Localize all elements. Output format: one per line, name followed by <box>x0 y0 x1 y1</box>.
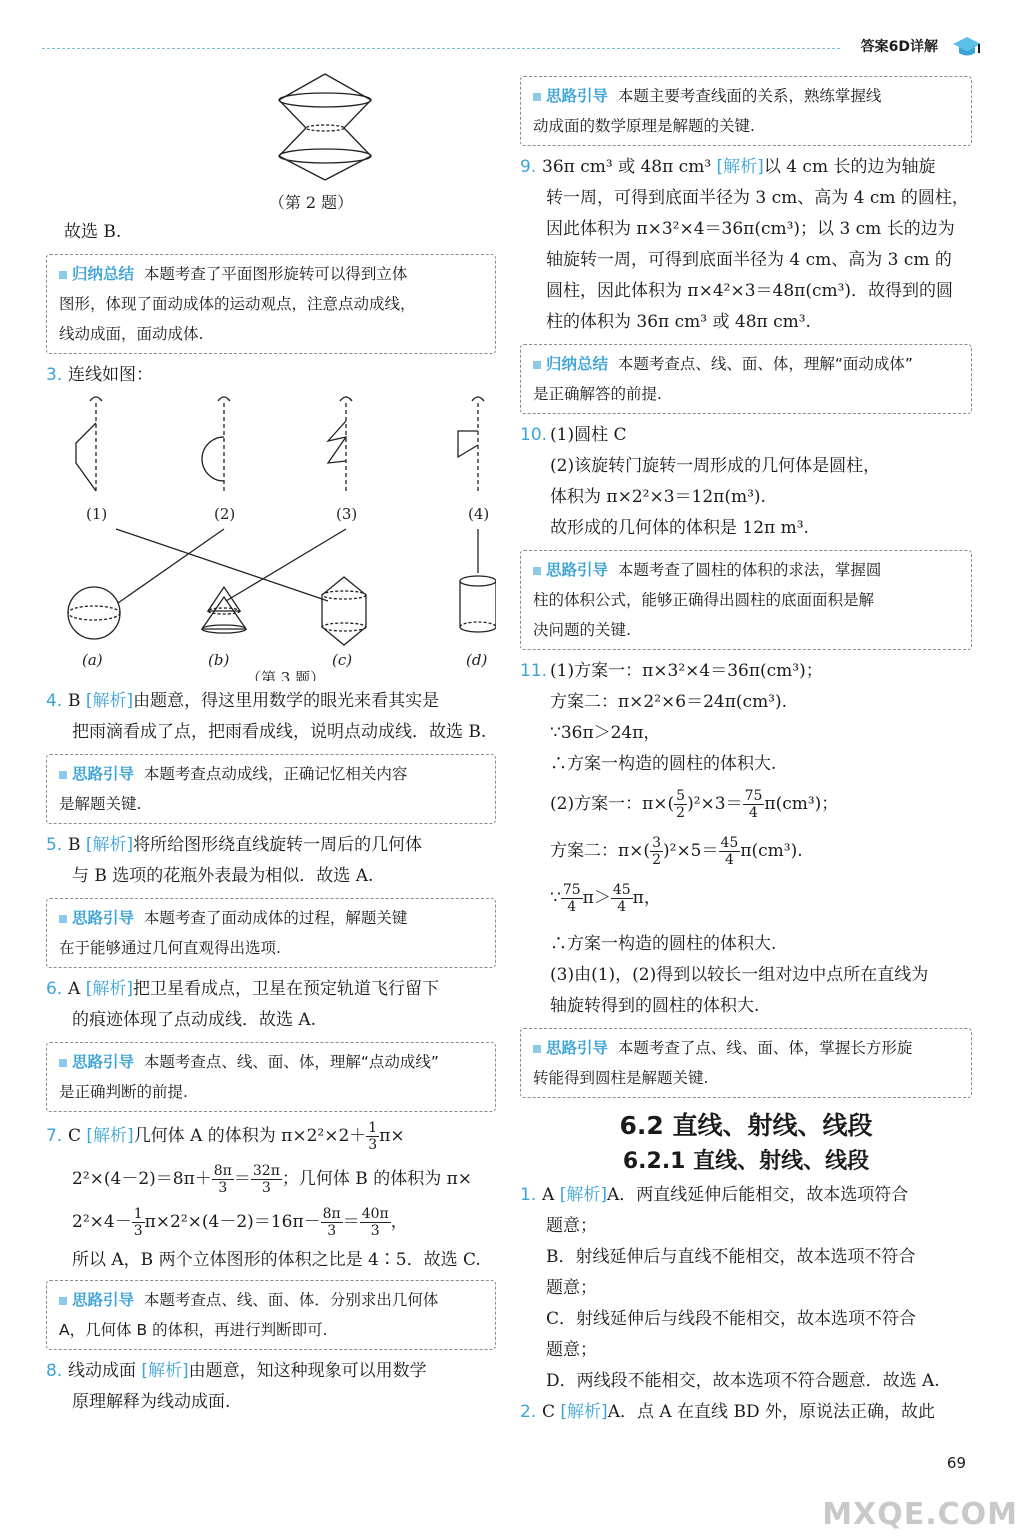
answer-choice: 36π cm³ 或 48π cm³ <box>542 157 717 177</box>
question-text: A．点 A 在直线 BD 外，原说法正确，故此 <box>607 1402 935 1422</box>
fraction-num: 40π <box>361 1206 389 1222</box>
question-10 <box>520 420 972 451</box>
question-text: 原理解释为线动成面. <box>72 1392 231 1412</box>
box-text: 本题考查点、线、面、体．分别求出几何体 <box>143 1291 439 1309</box>
question-text: 由题意，得这里用数学的眼光来看其实是 <box>133 691 440 711</box>
fraction-den: 2 <box>676 805 686 821</box>
bullet-icon <box>533 567 541 575</box>
bullet-icon <box>533 361 541 369</box>
box-text: 本题主要考查线面的关系，熟练掌握线 <box>617 87 882 105</box>
fraction-num: 45 <box>720 835 739 851</box>
question-number: 1. <box>520 1185 537 1205</box>
question-text: 圆柱，因此体积为 π×4²×3＝48π(cm³)．故得到的圆 <box>546 281 954 301</box>
question-text: 题意； <box>546 1216 597 1236</box>
bullet-icon <box>533 1045 541 1053</box>
summary-box <box>46 254 496 354</box>
fraction-den: 4 <box>617 899 627 915</box>
figure-label: (d) <box>466 651 488 669</box>
fraction-den: 3 <box>327 1223 337 1239</box>
question-text: 以 4 cm 长的边为轴旋 <box>763 157 936 177</box>
header-title: 答案6D详解 <box>860 39 938 55</box>
answer-choice: C <box>542 1402 561 1422</box>
figure-label: (2) <box>214 505 236 523</box>
question-text: 体积为 π×2²×3＝12π(m³). <box>550 487 766 507</box>
fraction-den: 4 <box>567 899 577 915</box>
fraction-num: 8π <box>213 1163 232 1179</box>
fraction-den: 2 <box>652 852 661 868</box>
question-text: 因此体积为 π×3²×4＝36π(cm³)；以 3 cm 长的边为 <box>546 219 955 239</box>
page-header <box>42 36 990 58</box>
hint-box <box>46 754 496 824</box>
question-9 <box>520 152 972 183</box>
answer-choice: B <box>68 835 86 855</box>
math-text: π(cm³). <box>740 841 803 861</box>
question-6 <box>46 974 496 1005</box>
analysis-tag: [解析] <box>141 1361 189 1381</box>
math-text: 2²×(4－2)＝8π＋ <box>72 1169 212 1189</box>
math-text: ∴方案一构造的圆柱的体积大. <box>550 934 777 954</box>
question-text: 的痕迹体现了点动成线．故选 A. <box>72 1010 317 1030</box>
math-text: ， <box>390 1212 408 1232</box>
math-text: π＞ <box>582 888 611 908</box>
fraction-num: 75 <box>744 788 763 804</box>
math-text: 方案二：π× <box>550 841 644 861</box>
question-text: 连线如图： <box>68 365 153 385</box>
box-text: 本题考查了点、线、面、体，掌握长方形旋 <box>617 1039 913 1057</box>
question-8 <box>46 1356 496 1387</box>
question-text: B．射线延伸后与直线不能相交，故本选项不符合 <box>546 1247 916 1267</box>
question-text: 故形成的几何体的体积是 12π m³. <box>550 518 809 538</box>
bullet-icon <box>59 771 67 779</box>
problem-1 <box>520 1180 972 1211</box>
hint-box <box>520 76 972 146</box>
question-number: 11. <box>520 661 548 681</box>
question-text: 由题意，知这种现象可以用数学 <box>188 1361 427 1381</box>
question-7 <box>46 1120 496 1274</box>
page-number: 69 <box>946 1454 966 1472</box>
question-number: 7. <box>46 1126 63 1146</box>
box-text: 本题考查了面动成体的过程，解题关键 <box>143 909 408 927</box>
figure-2-caption: （第 2 题） <box>268 193 354 212</box>
box-text: 决问题的关键. <box>533 621 631 639</box>
figure-label: (1) <box>86 505 108 523</box>
analysis-tag: [解析] <box>559 1185 607 1205</box>
question-text: (2)该旋转门旋转一周形成的几何体是圆柱， <box>550 456 881 476</box>
figure-label: (b) <box>208 651 230 669</box>
bullet-icon <box>59 271 67 279</box>
math-text: ×5＝ <box>676 841 719 861</box>
fraction-den: 3 <box>261 1180 271 1196</box>
question-11: 11. (1)方案一：π×3²×4＝36π(cm³)； 方案二：π×2²×6＝24π(cm³). ∵36π＞24π， ∴方案一构造的圆柱的体积大. (2)方案一：π×( $\frac{5}{2}$ )²×3＝ $\frac{75}{4}$ π(cm³)； 方案二：π×( $\frac{3}{2}$ )²×5＝ $\frac{45}{4}$ π(cm³). ∵ $\frac{75}{4}$ π＞ $\frac{45}{4}$ π， ∴方案一构造的圆柱的体积大. (3)由(1)，(2)得到以较长一组对边中点所在直线为 轴旋转得到的圆柱的体积大. <box>520 656 972 1022</box>
question-number: 6. <box>46 979 63 999</box>
figure-label: (a) <box>82 651 103 669</box>
question-text: 柱的体积为 36π cm³ 或 48π cm³. <box>546 312 811 332</box>
math-text: 方案二：π×2²×6＝24π(cm³). <box>550 692 788 712</box>
box-text: 图形，体现了面动成体的运动观点，注意点动成线， <box>59 295 416 313</box>
question-text: (1)圆柱 C <box>550 425 627 445</box>
fraction-num: 45 <box>612 882 631 898</box>
fraction-num: 1 <box>368 1120 378 1136</box>
fraction-den: 4 <box>749 805 758 821</box>
math-text: ；几何体 B 的体积为 π× <box>281 1169 473 1189</box>
question-text: 把卫星看成点，卫星在预定轨道飞行留下 <box>132 979 439 999</box>
question-number: 2. <box>520 1402 537 1422</box>
question-text: 题意； <box>546 1278 597 1298</box>
box-label: 思路引导 <box>72 765 135 783</box>
math-text: (3)由(1)，(2)得到以较长一组对边中点所在直线为 <box>550 965 929 985</box>
box-text: 本题考查点、线、面、体，理解“面动成体” <box>617 355 913 373</box>
figure-3-caption: （第 3 题） <box>246 669 326 681</box>
box-label: 思路引导 <box>72 1053 135 1071</box>
summary-box <box>520 344 972 414</box>
question-number: 9. <box>520 157 537 177</box>
question-text: 题意； <box>546 1340 597 1360</box>
box-text: 本题考查了圆柱的体积的求法，掌握圆 <box>617 561 882 579</box>
figure-label: (4) <box>468 505 490 523</box>
figure-label: (c) <box>332 651 353 669</box>
fraction-den: 3 <box>218 1180 228 1196</box>
bullet-icon <box>59 1297 67 1305</box>
right-column <box>520 76 972 1428</box>
math-text: π(cm³)； <box>764 794 839 814</box>
box-label: 思路引导 <box>546 1039 609 1057</box>
box-text: 转能得到圆柱是解题关键. <box>533 1069 709 1087</box>
math-text: (2)方案一：π× <box>550 794 668 814</box>
box-label: 归纳总结 <box>546 355 609 373</box>
box-label: 思路引导 <box>546 561 609 579</box>
analysis-tag: [解析] <box>85 835 134 855</box>
box-text: 线动成面，面动成体. <box>59 325 204 343</box>
hint-box <box>46 1042 496 1112</box>
figure-label: (3) <box>336 505 358 523</box>
question-5 <box>46 830 496 861</box>
answer-choice: 线动成面 <box>68 1361 142 1381</box>
box-text: A，几何体 B 的体积，再进行判断即可. <box>59 1321 328 1339</box>
math-text: ＝ <box>233 1169 251 1189</box>
fraction-den: 3 <box>370 1223 380 1239</box>
question-number: 5. <box>46 835 63 855</box>
box-label: 归纳总结 <box>72 265 135 283</box>
figure-2-double-cone <box>46 70 496 185</box>
fraction-num: 1 <box>133 1206 143 1222</box>
question-number: 3. <box>46 365 63 385</box>
box-text: 柱的体积公式，能够正确得出圆柱的底面面积是解 <box>533 591 875 609</box>
question-text: 把雨滴看成了点，把雨看成线，说明点动成线．故选 B. <box>72 722 487 742</box>
hint-box <box>520 550 972 650</box>
watermark: MXQE.COM <box>822 1497 1018 1532</box>
box-label: 思路引导 <box>72 1291 135 1309</box>
box-text: 本题考查了平面图形旋转可以得到立体 <box>143 265 408 283</box>
fraction-num: 5 <box>676 788 686 804</box>
bullet-icon <box>533 93 541 101</box>
fraction-num: 8π <box>322 1206 341 1222</box>
question-text: 轴旋转一周，可得到底面半径为 4 cm、高为 3 cm 的 <box>546 250 952 270</box>
fraction-num: 75 <box>562 882 581 898</box>
fraction-den: 3 <box>133 1223 143 1239</box>
fraction-num: 32π <box>252 1163 280 1179</box>
math-text: 轴旋转得到的圆柱的体积大. <box>550 996 760 1016</box>
left-column <box>46 70 496 1418</box>
math-text: ＝ <box>342 1212 360 1232</box>
math-text: 几何体 A 的体积为 π×2²×2＋ <box>133 1126 367 1146</box>
question-number: 10. <box>520 425 548 445</box>
box-text: 是正确解答的前提. <box>533 385 662 403</box>
fraction-den: 4 <box>724 852 734 868</box>
question-text: 转一周，可得到底面半径为 3 cm、高为 4 cm 的圆柱， <box>546 188 969 208</box>
box-text: 本题考查点动成线，正确记忆相关内容 <box>143 765 408 783</box>
header-rule <box>42 48 840 49</box>
answer-choice: B <box>68 691 86 711</box>
analysis-tag: [解析] <box>716 157 764 177</box>
math-text: 2²×4－ <box>72 1212 132 1232</box>
math-text: (1)方案一：π×3²×4＝36π(cm³)； <box>550 661 823 681</box>
subsection-heading: 6.2.1 直线、射线、线段 <box>622 1149 870 1174</box>
analysis-tag: [解析] <box>85 691 134 711</box>
box-text: 是正确判断的前提. <box>59 1083 188 1101</box>
question-text: 与 B 选项的花瓶外表最为相似．故选 A. <box>72 866 374 886</box>
bullet-icon <box>59 1059 67 1067</box>
question-text: A．两直线延伸后能相交，故本选项符合 <box>606 1185 909 1205</box>
math-text: 所以 A，B 两个立体图形的体积之比是 4∶5．故选 C. <box>72 1250 481 1270</box>
hint-box <box>520 1028 972 1098</box>
box-label: 思路引导 <box>546 87 609 105</box>
fraction-num: 3 <box>652 835 661 851</box>
box-text: 动成面的数学原理是解题的关键. <box>533 117 755 135</box>
graduation-cap-icon <box>952 34 982 60</box>
question-text: C．射线延伸后与线段不能相交，故本选项不符合 <box>546 1309 917 1329</box>
box-text: 在于能够通过几何直观得出选项. <box>59 939 281 957</box>
math-text: π， <box>632 888 661 908</box>
analysis-tag: [解析] <box>85 979 133 999</box>
math-text: ∴方案一构造的圆柱的体积大. <box>550 754 777 774</box>
bullet-icon <box>59 915 67 923</box>
answer-choice: A <box>68 979 86 999</box>
figure-3-matching <box>46 391 496 681</box>
question-3 <box>46 360 496 391</box>
question-number: 4. <box>46 691 63 711</box>
problem-2 <box>520 1397 972 1428</box>
math-text: π×2²×(4－2)＝16π－ <box>144 1212 321 1232</box>
hint-box <box>46 1280 496 1350</box>
hint-box <box>46 898 496 968</box>
math-text: ∵ <box>550 888 561 908</box>
math-text: ×3＝ <box>700 794 743 814</box>
box-label: 思路引导 <box>72 909 135 927</box>
answer-choice: C <box>68 1126 87 1146</box>
analysis-tag: [解析] <box>86 1126 134 1146</box>
fraction-den: 3 <box>368 1137 378 1153</box>
question-number: 8. <box>46 1361 63 1381</box>
question-4 <box>46 686 496 717</box>
answer-text: 故选 B. <box>64 222 122 242</box>
question-text: 将所给图形绕直线旋转一周后的几何体 <box>133 835 423 855</box>
math-text: ∵36π＞24π， <box>550 723 661 743</box>
question-text: D．两线段不能相交，故本选项不符合题意．故选 A. <box>546 1371 940 1391</box>
box-text: 是解题关键. <box>59 795 142 813</box>
box-text: 本题考查点、线、面、体，理解“点动成线” <box>143 1053 439 1071</box>
math-text: π× <box>379 1126 405 1146</box>
analysis-tag: [解析] <box>560 1402 608 1422</box>
answer-choice: A <box>542 1185 560 1205</box>
section-heading: 6.2 直线、射线、线段 <box>619 1111 873 1140</box>
